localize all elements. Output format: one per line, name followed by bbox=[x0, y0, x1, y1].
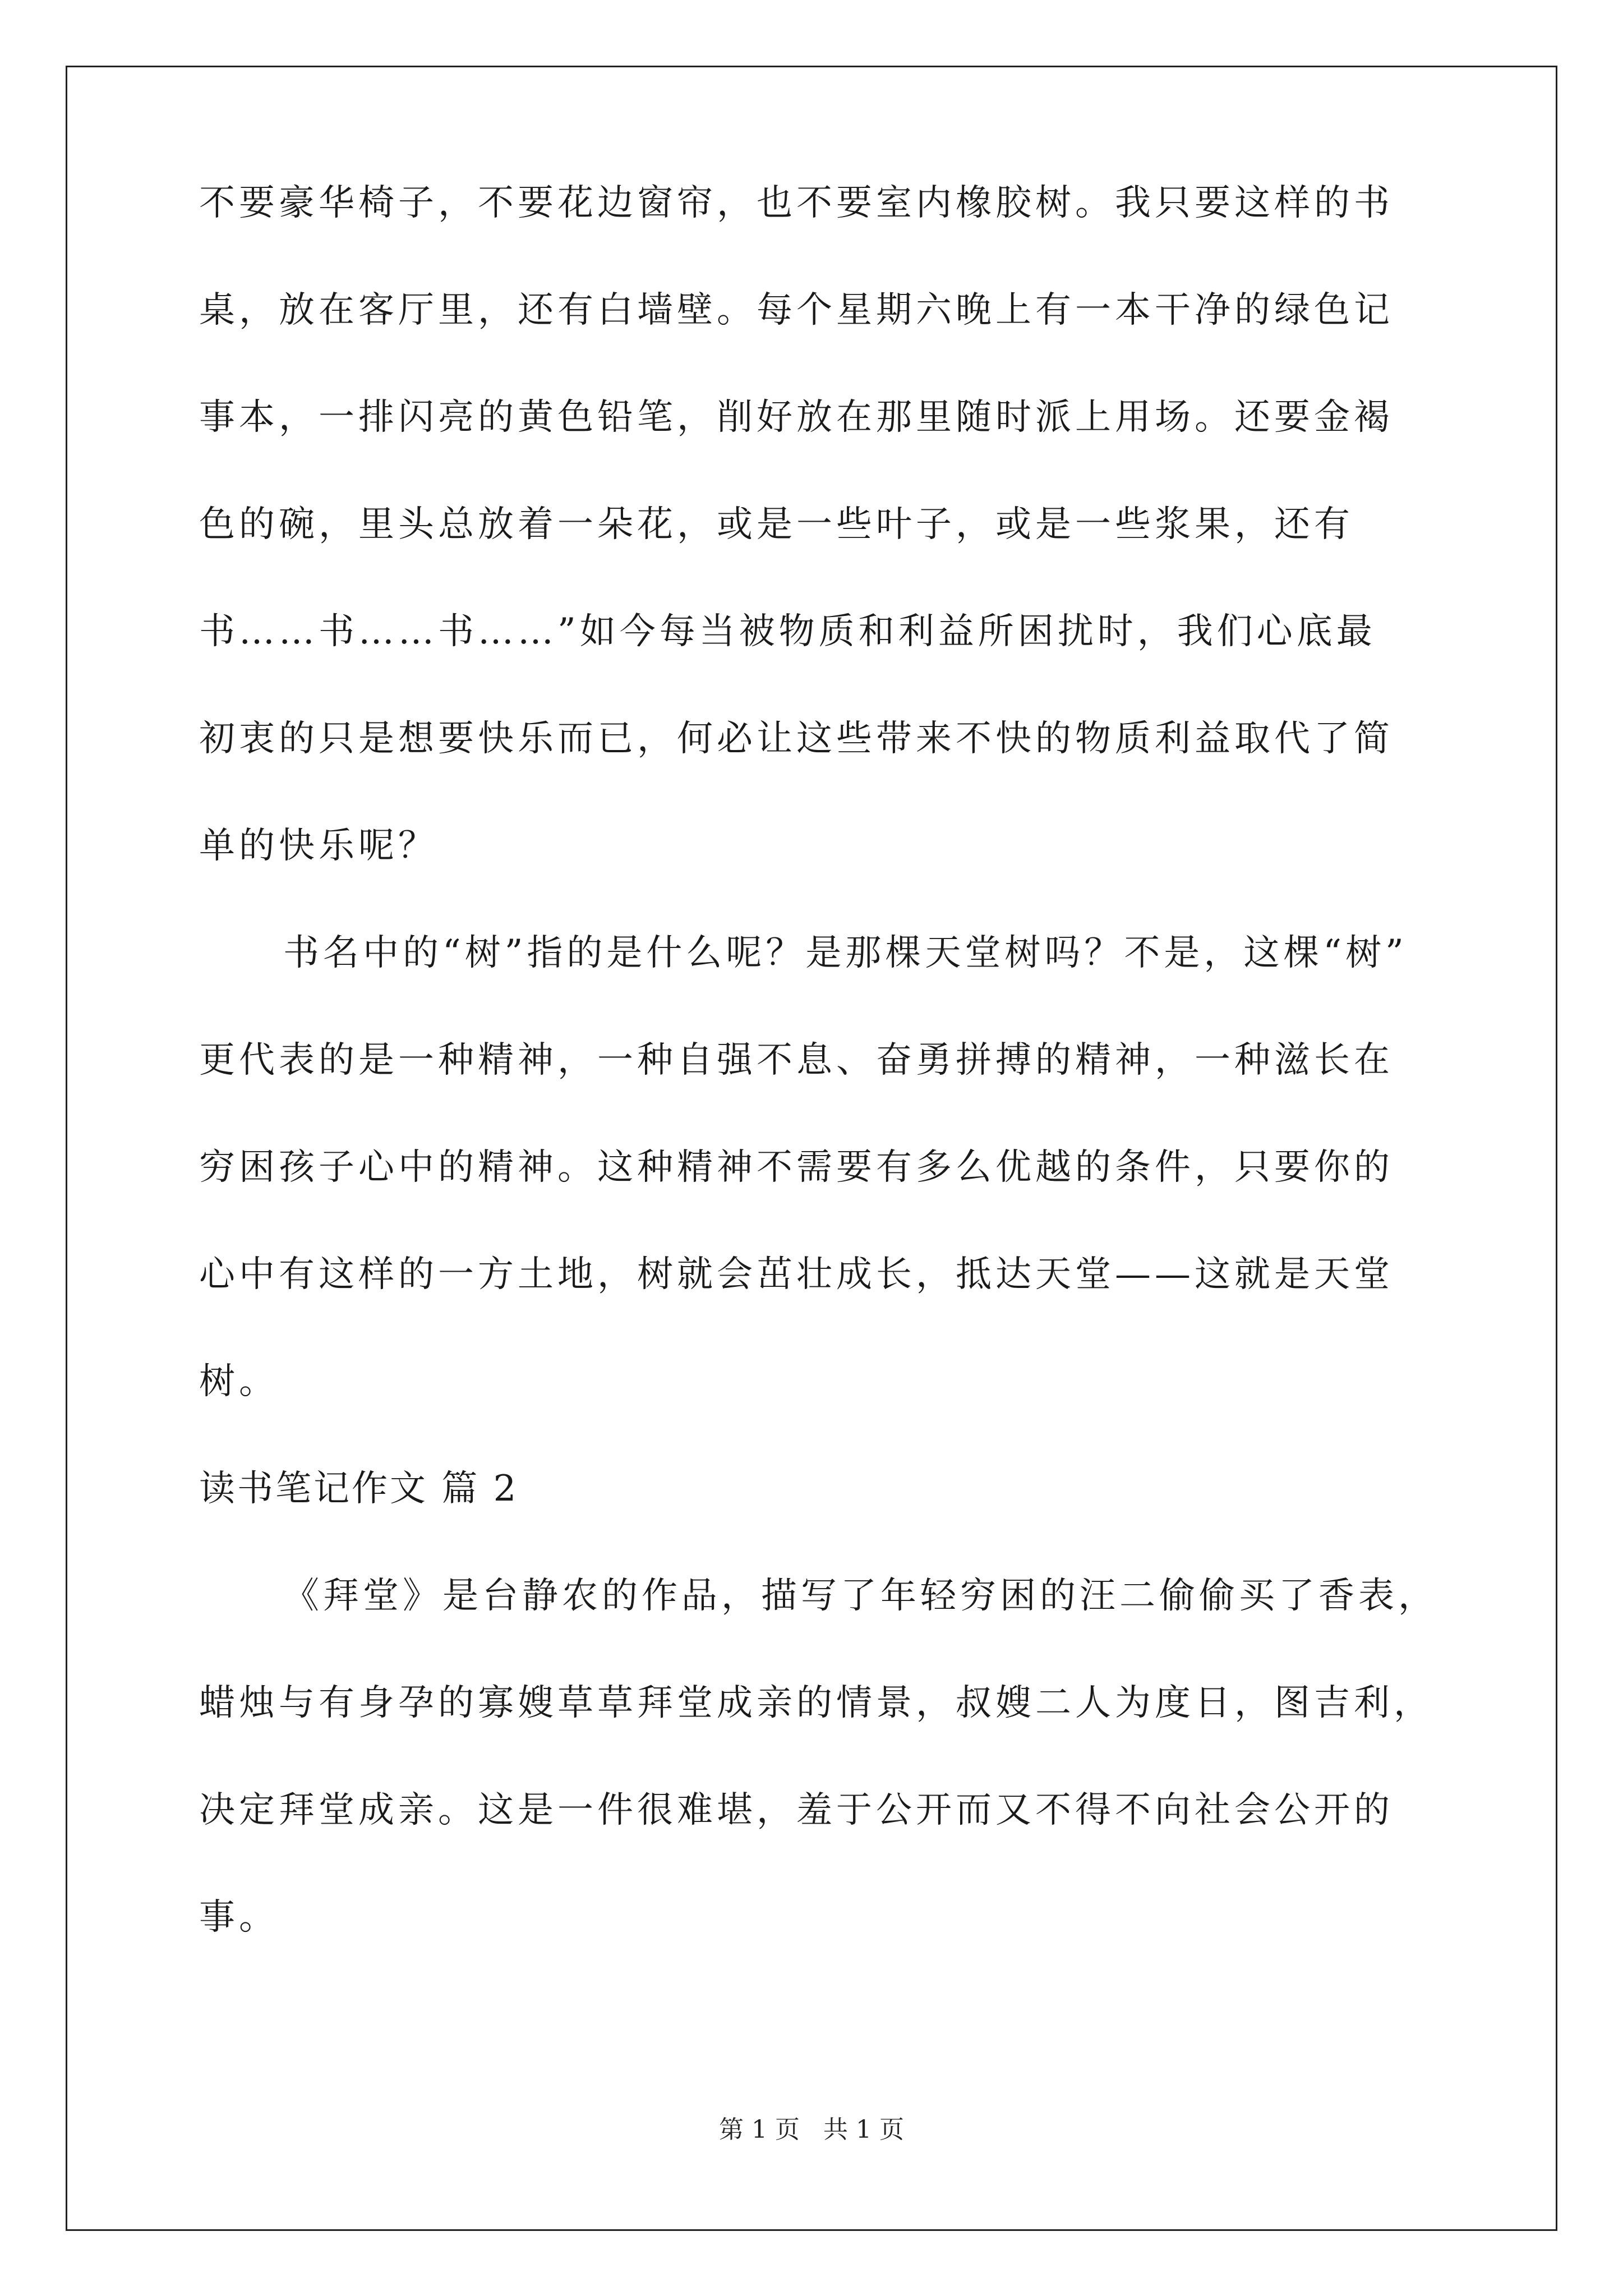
text-line: 单的快乐呢？ bbox=[199, 825, 438, 867]
text-line: 树。 bbox=[199, 1361, 279, 1402]
text-line: 更代表的是一种精神，一种自强不息、奋勇拼搏的精神，一种滋长在 bbox=[199, 1039, 1394, 1081]
page-footer bbox=[0, 2115, 1623, 2144]
page-total: 共 1 页 bbox=[823, 2115, 904, 2144]
paragraph-3 bbox=[199, 1575, 1438, 1938]
paragraph-1 bbox=[199, 182, 1433, 867]
text-line: 心中有这样的一方土地，树就会茁壮成长，抵达天堂——这就是天堂 bbox=[199, 1254, 1394, 1295]
text-line: 事。 bbox=[199, 1897, 279, 1938]
text-line: 《拜堂》是台静农的作品，描写了年轻穷困的汪二偷偷买了香表， bbox=[283, 1575, 1438, 1617]
text-line: 不要豪华椅子，不要花边窗帘，也不要室内橡胶树。我只要这样的书 bbox=[199, 182, 1394, 224]
text-line: 穷困孩子心中的精神。这种精神不需要有多么优越的条件，只要你的 bbox=[199, 1147, 1394, 1188]
text-line: 决定拜堂成亲。这是一件很难堪，羞于公开而又不得不向社会公开的 bbox=[199, 1789, 1394, 1831]
paragraph-2 bbox=[199, 932, 1433, 1402]
text-line: 事本，一排闪亮的黄色铅笔，削好放在那里随时派上用场。还要金褐 bbox=[199, 397, 1394, 438]
text-line: 初衷的只是想要快乐而已，何必让这些带来不快的物质利益取代了简 bbox=[199, 718, 1394, 760]
text-line: 书……书……书……”如今每当被物质和利益所困扰时，我们心底最 bbox=[199, 611, 1376, 652]
document-body bbox=[199, 182, 1438, 2007]
section-heading: 读书笔记作文 篇 2 bbox=[199, 1468, 519, 1510]
text-line: 书名中的“树”指的是什么呢？是那棵天堂树吗？不是，这棵“树” bbox=[283, 932, 1408, 974]
text-line: 色的碗，里头总放着一朵花，或是一些叶子，或是一些浆果，还有 bbox=[199, 504, 1354, 545]
page-number: 第 1 页 bbox=[719, 2115, 800, 2144]
text-line: 桌，放在客厅里，还有白墙壁。每个星期六晚上有一本干净的绿色记 bbox=[199, 289, 1394, 331]
text-line: 蜡烛与有身孕的寡嫂草草拜堂成亲的情景，叔嫂二人为度日，图吉利， bbox=[199, 1682, 1433, 1724]
